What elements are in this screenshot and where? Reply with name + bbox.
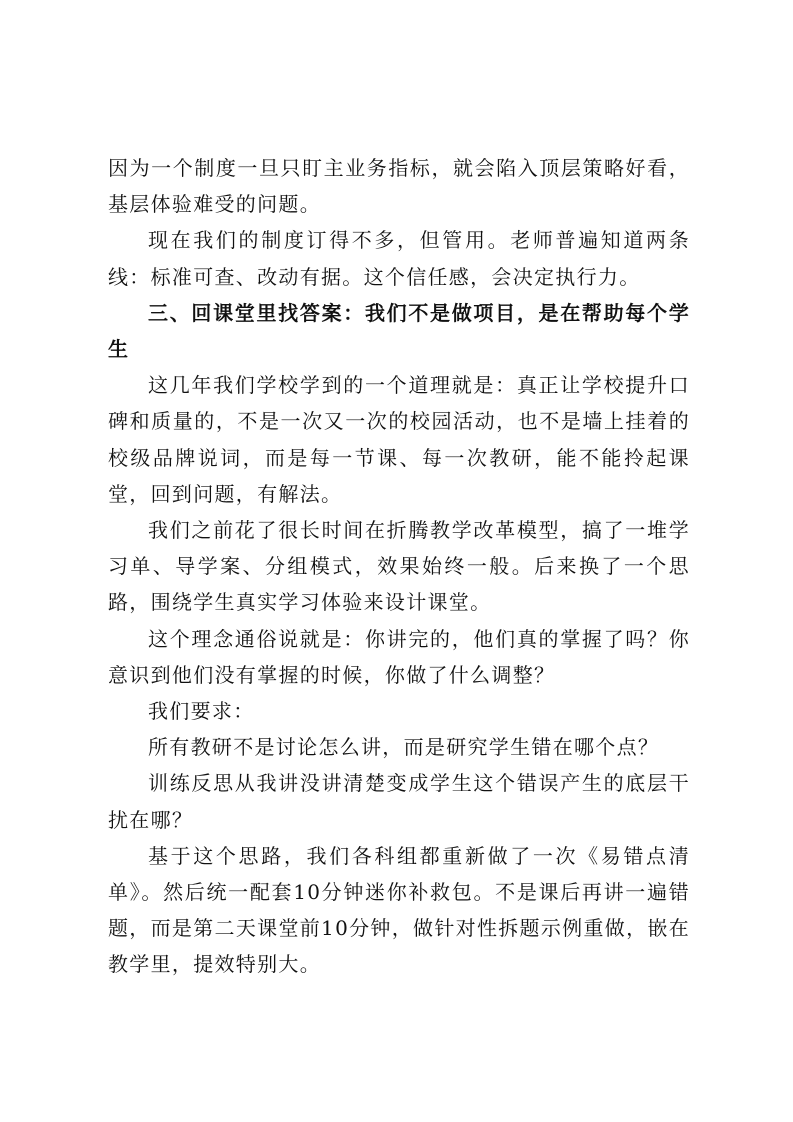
paragraph-core-idea: 这个理念通俗说就是：你讲完的，他们真的掌握了吗？你意识到他们没有掌握的时候，你做了什么调整？ bbox=[108, 626, 690, 687]
paragraph-requirement-1: 所有教研不是讨论怎么讲，而是研究学生错在哪个点？ bbox=[148, 735, 660, 760]
paragraph-continuation: 因为一个制度一旦只盯主业务指标，就会陷入顶层策略好看，基层体验难受的问题。 bbox=[108, 156, 690, 217]
paragraph-requirements-intro: 我们要求： bbox=[148, 699, 255, 724]
paragraph-error-list: 基于这个思路，我们各科组都重新做了一次《易错点清单》。然后统一配套10分钟迷你补救包。不是课后再讲一遍错题，而是第二天课堂前10分钟，做针对性拆题示例重做，嵌在教学里，提效特别大。 bbox=[108, 843, 690, 977]
paragraph-school-lesson: 这几年我们学校学到的一个道理就是：真正让学校提升口碑和质量的，不是一次又一次的校园活动，也不是墙上挂着的校级品牌说词，而是每一节课、每一次教研，能不能拎起课堂，回到问题，有解法。 bbox=[108, 373, 690, 506]
section-heading-3: 三、回课堂里找答案：我们不是做项目，是在帮助每个学生 bbox=[108, 300, 690, 362]
paragraph-reform-attempt: 我们之前花了很长时间在折腾教学改革模型，搞了一堆学习单、导学案、分组模式，效果始终一般。后来换了一个思路，围绕学生真实学习体验来设计课堂。 bbox=[108, 518, 690, 615]
paragraph-requirement-2: 训练反思从我讲没讲清楚变成学生这个错误产生的底层干扰在哪？ bbox=[108, 771, 690, 832]
paragraph-system-trust: 现在我们的制度订得不多，但管用。老师普遍知道两条线：标准可查、改动有据。这个信任感，会决定执行力。 bbox=[108, 228, 690, 289]
document-page bbox=[108, 150, 690, 983]
